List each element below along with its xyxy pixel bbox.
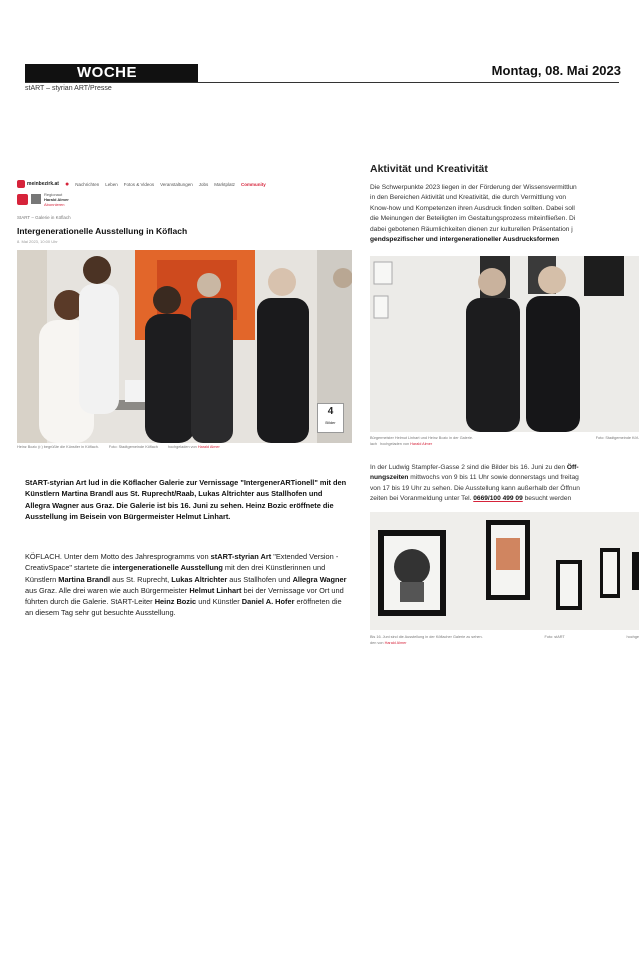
- body-emphasis: Martina Brandl: [58, 574, 111, 584]
- body-text: KÖFLACH. Unter dem Motto des Jahresprogramms von: [25, 552, 211, 561]
- issue-date: Montag, 08. Mai 2023: [491, 63, 621, 78]
- avatar[interactable]: [31, 194, 41, 204]
- section3-line: zeiten bei Voranmeldung unter Tel. 0669/100 499 09 besucht werden: [370, 495, 572, 503]
- article-photo-mayor[interactable]: [370, 256, 639, 432]
- site-logo[interactable]: [17, 180, 59, 188]
- photo3-caption: [370, 634, 639, 646]
- gallery-photo: [370, 512, 639, 630]
- nav-item-fotos-videos[interactable]: Fotos & Videos: [123, 181, 155, 187]
- photo-count: 4: [327, 406, 334, 417]
- section-heading-aktivitaet: Aktivität und Kreativität: [370, 163, 488, 175]
- author-name[interactable]: Harald Almer: [44, 196, 69, 202]
- article-dateline: 8. Mai 2023, 10:00 Uhr: [17, 239, 58, 244]
- article-photo-vernissage[interactable]: [17, 250, 352, 443]
- site-name: meinbezirk.at: [27, 181, 59, 187]
- follow-link[interactable]: Abonnieren: [44, 201, 65, 207]
- phone-link[interactable]: 0669/100 499 09: [473, 495, 523, 503]
- article-lead: StART-styrian Art lud in die Köflacher Galerie zur Vernissage "IntergenerARTionell" mit den Künstlern Martina Brandl aus St. Ruprecht/Raab, Lukas Altrichter aus Stallhofen und Allegra Wagner aus Graz. Die Galerie ist bis 16. Juni zu sehen. Heinz Bozic eröffnete die Ausstellung im Beisein von Bürgermeister Helmut Linhart.: [25, 478, 347, 521]
- body-text: aus Stallhofen und: [227, 574, 293, 584]
- upload-prefix: hochgeladen von: [167, 445, 197, 449]
- section3-line: von 17 bis 19 Uhr zu sehen. Die Ausstellung kann außerhalb der Öffnun: [370, 484, 580, 492]
- body-emphasis: Daniel A. Hofer: [241, 597, 295, 607]
- brand-icon: [17, 194, 28, 205]
- body-emphasis: Heinz Bozic: [154, 597, 197, 607]
- photo-count-label: Bilder: [325, 420, 336, 425]
- photo2-caption-text: Bürgermeister Helmut Linhart und Heinz Bozic in der Galerie.: [370, 436, 473, 440]
- photo2-caption: [370, 435, 639, 447]
- mayor-photo: [370, 256, 639, 432]
- body-emphasis: stART-styrian Art: [210, 552, 272, 561]
- article-body: [25, 551, 347, 619]
- header-rule: [25, 82, 619, 83]
- section2-line: dabei gebotenen Räumlichkeiten dienen zur kulturellen Präsentation j: [370, 225, 573, 233]
- section3-line: nungszeiten mittwochs von 9 bis 11 Uhr sowie donnerstags und freitag: [370, 474, 579, 482]
- photo3-credit: Foto: stART: [544, 635, 565, 639]
- page-title: Intergenerationelle Ausstellung in Köflach: [17, 226, 188, 236]
- vernissage-photo: [17, 250, 352, 443]
- section2-line: gendspezifischer und intergenerationeller Ausdrucksformen: [370, 236, 560, 244]
- source-line: stART – styrian ART/Presse: [25, 85, 112, 92]
- body-text: bei der Vernissage vor Ort und führten durch die Galerie. StART-Leiter: [25, 585, 344, 607]
- uploader-link[interactable]: Harald Almer: [197, 445, 220, 449]
- masthead-woche: WOCHE: [25, 64, 198, 82]
- section2-line: in den Bereichen Aktivität und Kreativität, die durch Vermittlung von: [370, 194, 567, 202]
- body-emphasis: Lukas Altrichter: [171, 574, 228, 584]
- body-emphasis: Helmut Linhart: [189, 585, 242, 595]
- article-photo-gallery[interactable]: [370, 512, 639, 630]
- section3-line: In der Ludwig Stampfer-Gasse 2 sind die Bilder bis 16. Juni zu den Öff-: [370, 464, 579, 471]
- location-pin-icon[interactable]: ●: [64, 180, 70, 188]
- breadcrumb[interactable]: StART – Galerie in Köflach: [17, 215, 71, 220]
- section2-text: [370, 183, 639, 245]
- body-emphasis: Allegra Wagner: [292, 574, 347, 584]
- photo2-uploader-link[interactable]: Harald Almer: [410, 442, 433, 446]
- photo-caption-row: [17, 445, 352, 449]
- photo2-credit: Foto: Stadtgemeinde Köf-: [595, 436, 639, 440]
- photo-count-badge[interactable]: [317, 403, 344, 433]
- body-emphasis: intergenerationelle Ausstellung: [112, 563, 223, 573]
- nav-item-marktplatz[interactable]: Marktplatz: [214, 181, 235, 187]
- author-row: [17, 191, 69, 207]
- section2-line: Know-how und Kompetenzen ihren Ausdruck finden sollten. Dabei soll: [370, 204, 575, 212]
- nav-item-veranstaltungen[interactable]: Veranstaltungen: [160, 181, 193, 187]
- photo2-caption-text-2: lach: [370, 442, 377, 446]
- body-text: "Extended Version - CreativSpace" startete die: [25, 552, 339, 573]
- nav-item-leben[interactable]: Leben: [105, 181, 118, 187]
- photo3-extra: hochge: [626, 635, 639, 639]
- nav-item-community[interactable]: Community: [240, 181, 266, 187]
- section2-line: Die Schwerpunkte 2023 liegen in der Förderung der Wissensvermittlun: [370, 184, 577, 191]
- photo2-upload-prefix: hochgeladen von: [380, 442, 410, 446]
- body-text: mit den drei Künstlerinnen und Künstlern: [25, 563, 326, 584]
- author-label: Regionaut: [44, 191, 63, 197]
- nav-item-jobs[interactable]: Jobs: [198, 181, 209, 187]
- section3-text: [370, 463, 639, 505]
- body-text: aus Graz. Alle drei waren wie auch Bürgermeister: [25, 585, 190, 595]
- body-text: aus St. Ruprecht,: [110, 574, 172, 584]
- body-text: eröffneten die an diesem Tag sehr gut besuchte Ausstellung.: [25, 597, 342, 618]
- section2-line: die Meinungen der Beteiligten im Gestaltungsprozess miteinfließen. Di: [370, 215, 576, 223]
- photo3-upload-prefix: den von: [370, 641, 384, 645]
- photo3-caption-text: Bis 16. Juni sind die Ausstellung in der Köflacher Galerie zu sehen.: [370, 635, 483, 639]
- photo3-uploader-link[interactable]: Harald Almer: [384, 641, 407, 645]
- site-navbar: [17, 178, 352, 190]
- photo-caption: Heinz Bozic (r.) begrüßte die Künstler in Köflach.: [17, 445, 99, 449]
- logo-icon: [17, 180, 25, 188]
- photo-credit: Foto: Stadtgemeinde Köflach: [108, 445, 158, 449]
- nav-item-nachrichten[interactable]: Nachrichten: [75, 181, 100, 187]
- body-text: und Künstler: [196, 597, 242, 607]
